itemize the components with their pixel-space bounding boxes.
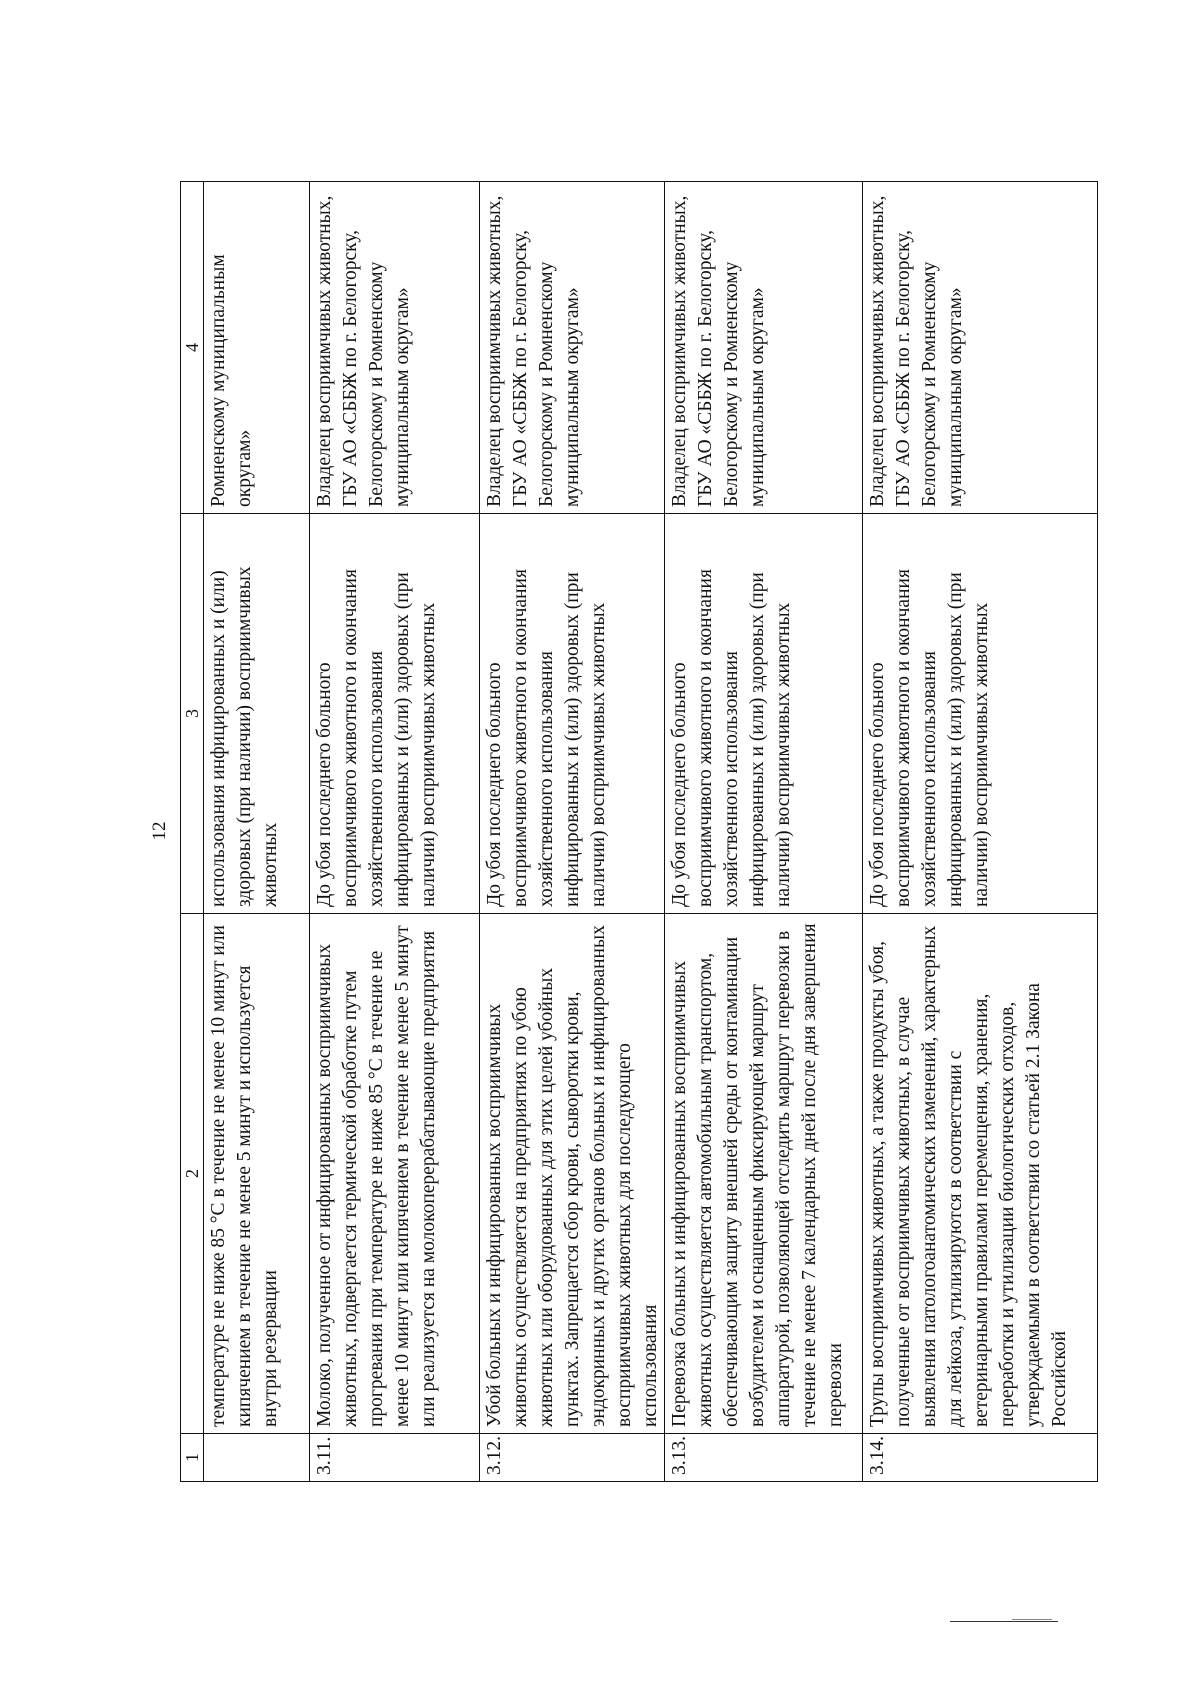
measure-text: Убой больных и инфицированных восприимчивых животных осуществляется на предприятиях по убою животных или оборудованных для этих целей убойных пунктах. Запрещается сбор крови, сыворотки крови, эндокринных и других органов больных и инфицированных восприимчивых животных для последующего использования <box>480 914 665 1434</box>
deadline-text: До убоя последнего больного восприимчивого животного и окончания хозяйственного использования инфицированных и (или) здоровых (при наличии) восприимчивых животных <box>480 514 665 914</box>
measure-text: температуре не ниже 85 °С в течение не менее 10 минут или кипячением в течение не менее 5 минут и используется внутри резервации <box>204 914 310 1434</box>
measure-text: Перевозка больных и инфицированных восприимчивых животных осуществляется автомобильным транспортом, обеспечивающим защиту внешней среды от контаминации возбудителем и оснащенным фиксирующей маршрут аппаратурой, позволяющей отследить маршрут перевозки в течение не менее 7 календарных дней после дня завершения перевозки <box>665 914 863 1434</box>
header-col-4: 4 <box>181 182 204 514</box>
page-number: 12 <box>149 821 170 841</box>
footnote-rule-secondary <box>1012 1619 1052 1620</box>
table-row <box>665 182 863 1482</box>
responsible-text: Владелец восприимчивых животных, ГБУ АО «СББЖ по г. Белогорску, Белогорскому и Ромненскому муниципальным округам» <box>310 182 480 514</box>
measure-text: Молоко, полученное от инфицированных восприимчивых животных, подвергается термической обработке путем прогревания при температуре не ниже 85 °С в течение не менее 10 минут или кипячением в течение не менее 5 минут или реализуется на молокоперерабатывающие предприятия <box>310 914 480 1434</box>
row-number <box>204 1434 310 1482</box>
deadline-text: До убоя последнего больного восприимчивого животного и окончания хозяйственного использования инфицированных и (или) здоровых (при наличии) восприимчивых животных <box>665 514 863 914</box>
header-col-1: 1 <box>181 1434 204 1482</box>
responsible-text: Владелец восприимчивых животных, ГБУ АО «СББЖ по г. Белогорску, Белогорскому и Ромненскому муниципальным округам» <box>863 182 1098 514</box>
row-number: 3.11. <box>310 1434 480 1482</box>
table-header-row <box>181 182 204 1482</box>
measure-text: Трупы восприимчивых животных, а также продукты убоя, полученные от восприимчивых животных, в случае выявления патологоанатомических изменений, характерных для лейкоза, утилизируются в соответствии с ветеринарными правилами перемещения, хранения, переработки и утилизации биологических отходов, утверждаемыми в соответствии со статьей 2.1 Закона Российской <box>863 914 1098 1434</box>
row-number: 3.14. <box>863 1434 1098 1482</box>
row-number: 3.12. <box>480 1434 665 1482</box>
deadline-text: использования инфицированных и (или) здоровых (при наличии) восприимчивых животных <box>204 514 310 914</box>
deadline-text: До убоя последнего больного восприимчивого животного и окончания хозяйственного использования инфицированных и (или) здоровых (при наличии) восприимчивых животных <box>863 514 1098 914</box>
table-row <box>480 182 665 1482</box>
row-number: 3.13. <box>665 1434 863 1482</box>
measures-table <box>180 181 1098 1482</box>
responsible-text: Владелец восприимчивых животных, ГБУ АО «СББЖ по г. Белогорску, Белогорскому и Ромненскому муниципальным округам» <box>665 182 863 514</box>
header-col-2: 2 <box>181 914 204 1434</box>
table-row <box>204 182 310 1482</box>
rotated-page <box>180 182 1082 1482</box>
table-row <box>863 182 1098 1482</box>
footnote-rule <box>950 1621 1058 1622</box>
deadline-text: До убоя последнего больного восприимчивого животного и окончания хозяйственного использования инфицированных и (или) здоровых (при наличии) восприимчивых животных <box>310 514 480 914</box>
table-row <box>310 182 480 1482</box>
header-col-3: 3 <box>181 514 204 914</box>
responsible-text: Владелец восприимчивых животных, ГБУ АО «СББЖ по г. Белогорску, Белогорскому и Ромненскому муниципальным округам» <box>480 182 665 514</box>
responsible-text: Ромненскому муниципальным округам» <box>204 182 310 514</box>
